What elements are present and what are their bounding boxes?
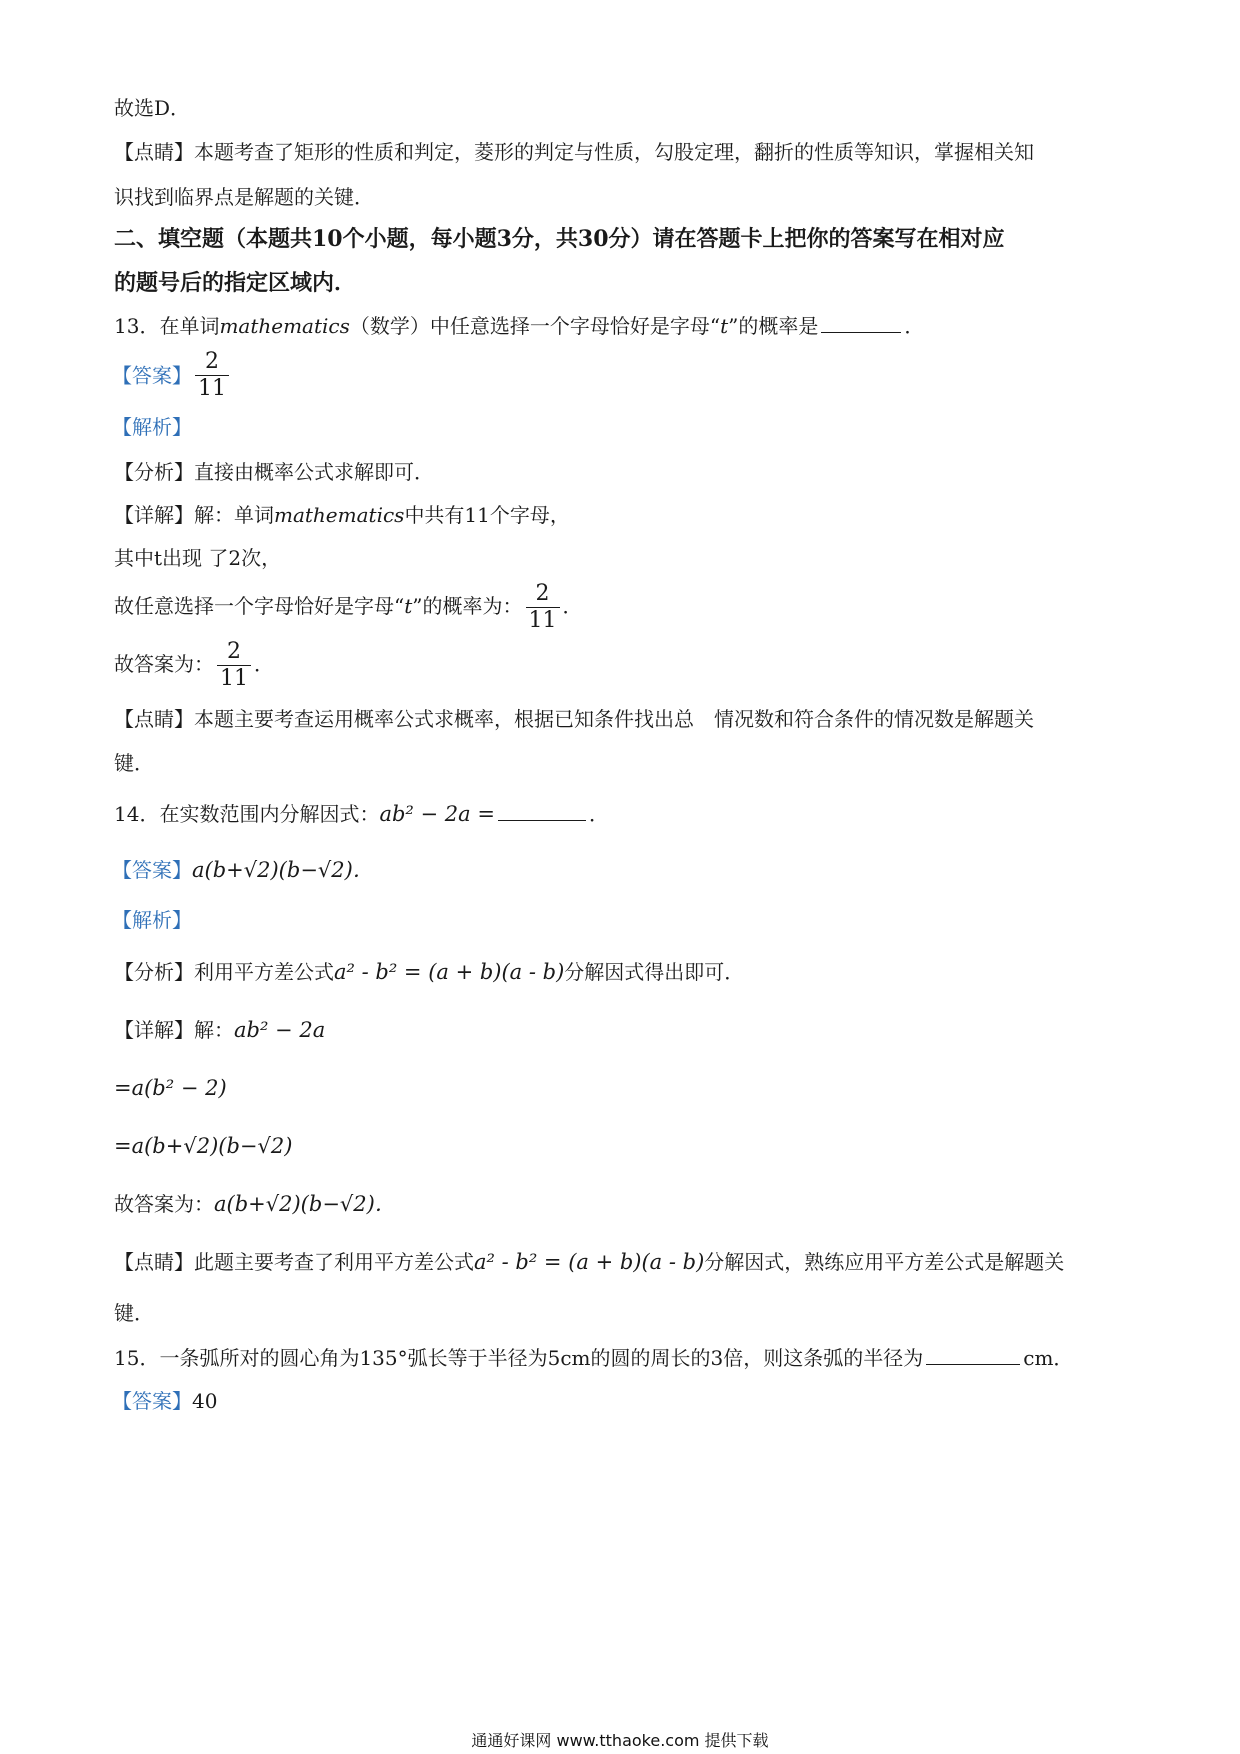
q13-comment-line-1: 【点睛】本题主要考查运用概率公式求概率，根据已知条件找出总 情况数和符合条件的情况数是解题关 xyxy=(114,707,1034,731)
q14-comment-line-2: 键． xyxy=(114,1301,154,1325)
q14-analysis: 【分析】利用平方差公式a² - b² = (a + b)(a - b)分解因式得出即可． xyxy=(114,960,745,984)
answer-label: 【答案】 xyxy=(112,858,192,882)
answer-blank xyxy=(498,819,586,821)
q14-final-answer: 故答案为：a(b+√2)(b−√2)． xyxy=(114,1192,396,1216)
fraction: $\frac{2}{11}$ xyxy=(526,582,560,633)
answer-label: 【答案】 xyxy=(112,1389,192,1413)
section-heading-line-2: 的题号后的指定区域内． xyxy=(114,270,357,296)
answer-choice-line: 故选D． xyxy=(114,96,191,120)
q14-jiexi-label: 【解析】 xyxy=(112,908,192,932)
question-13: 13．在单词mathematics（数学）中任意选择一个字母恰好是字母“t”的概率是 ． xyxy=(114,314,925,338)
footer-watermark: 通通好课网 www.tthaoke.com 提供下载 xyxy=(471,1731,769,1750)
q13-comment-line-2: 键． xyxy=(114,751,154,775)
q13-detail-line-3: 故任意选择一个字母恰好是字母“t”的概率为： $\frac{2}{11}$ ． xyxy=(114,581,583,634)
fraction: $\frac{2}{11}$ xyxy=(217,640,251,691)
q15-answer: 【答案】40 xyxy=(112,1389,218,1413)
answer-blank xyxy=(821,331,901,333)
q14-answer: 【答案】a(b+√2)(b−√2)． xyxy=(112,858,374,882)
answer-blank xyxy=(926,1363,1020,1365)
section-heading-line-1: 二、填空题（本题共10个小题，每小题3分，共30分）请在答题卡上把你的答案写在相对应 xyxy=(114,226,1005,252)
q13-final-answer: 故答案为： $\frac{2}{11}$ ． xyxy=(114,639,274,692)
comment-line-2: 识找到临界点是解题的关键． xyxy=(114,185,374,209)
question-14: 14．在实数范围内分解因式：ab² − 2a = ． xyxy=(114,802,609,826)
q13-analysis: 【分析】直接由概率公式求解即可． xyxy=(114,460,434,484)
q14-step-2: =a(b+√2)(b−√2) xyxy=(114,1134,293,1158)
q14-detail: 【详解】解：ab² − 2a xyxy=(114,1018,326,1042)
q13-detail: 【详解】解：单词mathematics中共有11个字母， xyxy=(114,503,570,527)
q13-detail-line-2: 其中t出现 了2次， xyxy=(114,546,282,570)
answer-label: 【答案】 xyxy=(112,363,192,388)
question-15: 15．一条弧所对的圆心角为135°弧长等于半径为5cm的圆的周长的3倍，则这条弧的半径为 cm． xyxy=(114,1346,1074,1370)
q14-step-1: =a(b² − 2) xyxy=(114,1076,227,1100)
q14-comment-line-1: 【点睛】此题主要考查了利用平方差公式a² - b² = (a + b)(a - b)分解因式，熟练应用平方差公式是解题关 xyxy=(114,1250,1065,1274)
q13-jiexi-label: 【解析】 xyxy=(112,415,192,439)
q13-answer xyxy=(112,350,232,401)
fraction: $\frac{2}{11}$ xyxy=(195,350,229,401)
comment-line-1: 【点睛】本题考查了矩形的性质和判定，菱形的判定与性质，勾股定理，翻折的性质等知识，掌握相关知 xyxy=(114,140,1034,164)
